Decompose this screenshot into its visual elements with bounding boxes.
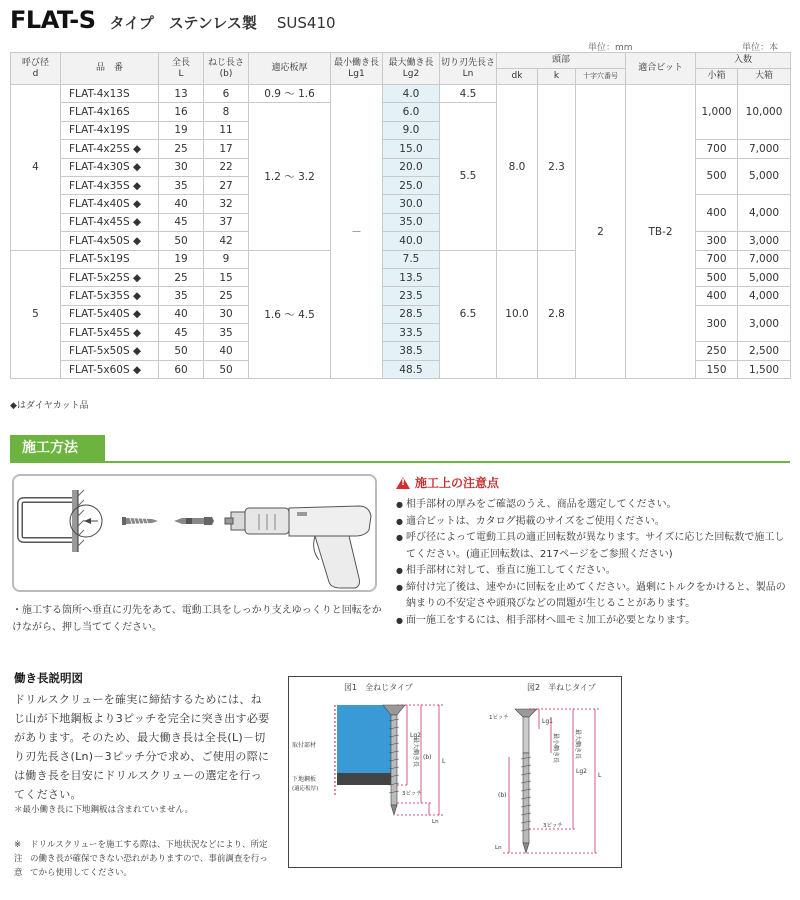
cell-part: FLAT-5x40S ◆: [61, 305, 159, 323]
cell-qty-l: 4,000: [738, 195, 791, 232]
fig2-title: 図2 半ねじタイプ: [527, 683, 596, 692]
cell-part: FLAT-4x30S ◆: [61, 158, 159, 176]
cell-ln: 5.5: [440, 103, 497, 250]
cell-part: FLAT-5x50S ◆: [61, 342, 159, 360]
cell-lg2: 7.5: [383, 250, 440, 268]
ln2-label: Ln: [495, 845, 502, 851]
installation-caption: ・施工する箇所へ垂直に刃先をあて、電動工具をしっかり支えゆっくりと回転をかけながら、押し当ててください。: [12, 605, 382, 633]
cell-qty-s: 700: [696, 140, 738, 158]
lg1-label: Lg1: [542, 718, 553, 725]
cell-L: 50: [159, 342, 204, 360]
cell-b: 22: [204, 158, 249, 176]
cell-dk5: 10.0: [497, 250, 538, 379]
cell-lg2: 38.5: [383, 342, 440, 360]
cell-L: 35: [159, 287, 204, 305]
unit-mm: 単位：mm: [588, 43, 633, 53]
cell-part: FLAT-4x35S ◆: [61, 176, 159, 194]
cell-cross: 2: [576, 85, 626, 379]
cell-lg2: 13.5: [383, 268, 440, 286]
cell-lg2: 30.0: [383, 195, 440, 213]
th-bit: 適合ビット: [626, 53, 696, 85]
drill-illustration-graphic: [14, 476, 375, 590]
cell-dk4: 8.0: [497, 85, 538, 251]
cell-plate: 0.9 ～ 1.6: [249, 85, 331, 103]
installation-illustration: [12, 474, 377, 592]
cell-qty-l: 3,000: [738, 305, 791, 342]
cell-qty-s: 1,000: [696, 85, 738, 140]
caution-title: 施工上の注意点: [415, 476, 500, 490]
L-label: L: [442, 758, 446, 765]
cell-L: 35: [159, 176, 204, 194]
cell-plate: 1.6 ～ 4.5: [249, 250, 331, 379]
th-nominal: 呼び径 d: [11, 53, 61, 85]
cell-lg1: －: [331, 85, 383, 379]
cell-L: 50: [159, 232, 204, 250]
cell-L: 60: [159, 360, 204, 378]
unit-pcs: 単位：本: [742, 43, 779, 53]
cell-part: FLAT-5x19S: [61, 250, 159, 268]
note-label: ※注意: [14, 840, 23, 878]
th-plate: 適応板厚: [249, 53, 331, 85]
cell-b: 6: [204, 85, 249, 103]
th-dk: dk: [497, 69, 538, 85]
cell-L: 13: [159, 85, 204, 103]
table-row: [11, 85, 791, 103]
th-lg2: 最大働き長 Lg2: [383, 53, 440, 85]
cell-lg2: 40.0: [383, 232, 440, 250]
L2-label: L: [598, 772, 602, 779]
section-header: [10, 435, 790, 463]
min-label: 最小働き長: [552, 733, 559, 764]
cell-ln: 4.5: [440, 85, 497, 103]
cell-qty-l: 2,500: [738, 342, 791, 360]
cell-qty-s: 500: [696, 158, 738, 195]
max2-label: 最大働き長: [574, 729, 581, 760]
cell-b: 15: [204, 268, 249, 286]
cell-part: FLAT-4x50S ◆: [61, 232, 159, 250]
cell-qty-s: 400: [696, 287, 738, 305]
cell-b: 17: [204, 140, 249, 158]
cell-lg2: 35.0: [383, 213, 440, 231]
list-item: ● 相手部材に対して、垂直に施工してください。: [396, 563, 791, 580]
diamond-cut-note: ◆はダイヤカット品: [10, 401, 89, 411]
cell-b: 8: [204, 103, 249, 121]
attach-member: [337, 705, 391, 773]
base-plate: [337, 773, 391, 785]
cell-lg2: 20.0: [383, 158, 440, 176]
spec-table: [10, 52, 791, 379]
cell-qty-l: 7,000: [738, 140, 791, 158]
th-small-box: 小箱: [696, 69, 738, 85]
cell-part: FLAT-4x40S ◆: [61, 195, 159, 213]
cell-part: FLAT-5x45S ◆: [61, 324, 159, 342]
cell-lg2: 25.0: [383, 176, 440, 194]
cell-L: 16: [159, 103, 204, 121]
th-k: k: [538, 69, 576, 85]
cell-d5: 5: [11, 250, 61, 379]
list-item: ● 相手部材の厚みをご確認のうえ、商品を選定してください。: [396, 497, 791, 514]
cell-part: FLAT-4x45S ◆: [61, 213, 159, 231]
cell-L: 25: [159, 140, 204, 158]
fig1-title: 図1 全ねじタイプ: [344, 683, 413, 692]
effective-length-footnote: ＊最小働き長に下地鋼板は含まれていません。: [14, 805, 194, 815]
ln-label: Ln: [432, 819, 439, 825]
lg2-label: Lg2: [410, 732, 421, 739]
cell-b: 27: [204, 176, 249, 194]
cell-d4: 4: [11, 85, 61, 251]
cell-b: 37: [204, 213, 249, 231]
cell-b: 25: [204, 287, 249, 305]
diagram-graphic: [289, 677, 621, 867]
effective-length-title: 働き長説明図: [14, 671, 83, 685]
cell-L: 19: [159, 250, 204, 268]
product-title: FLAT-S: [10, 6, 96, 34]
warning-icon: [396, 477, 410, 489]
b2-label: (b): [498, 792, 507, 799]
cell-L: 19: [159, 121, 204, 139]
cell-qty-s: 250: [696, 342, 738, 360]
cell-qty-l: 5,000: [738, 268, 791, 286]
cell-lg2: 23.5: [383, 287, 440, 305]
cell-L: 30: [159, 158, 204, 176]
th-head: 頭部: [497, 53, 626, 69]
effective-length-body: ドリルスクリューを確実に締結するためには、ねじ山が下地鋼板より3ピッチを完全に突き出す必要があります。そのため、最大働き長は全長(L)－切り刃先長さ(Ln)－3ピッチ分で求め、ご使用の際には働き長を目安にドリルスクリューの選定を行ってください。: [14, 693, 270, 801]
cell-ln: 6.5: [440, 250, 497, 379]
cell-qty-l: 5,000: [738, 158, 791, 195]
cell-lg2: 15.0: [383, 140, 440, 158]
cell-qty-l: 7,000: [738, 250, 791, 268]
pitch2-label: 3ピッチ: [543, 823, 563, 829]
cell-k4: 2.3: [538, 85, 576, 251]
cell-qty-s: 400: [696, 195, 738, 232]
base-label: 下地鋼板: [292, 776, 317, 783]
section-title: 施工方法: [10, 435, 105, 461]
cell-L: 25: [159, 268, 204, 286]
cell-b: 11: [204, 121, 249, 139]
cell-qty-s: 150: [696, 360, 738, 378]
cell-k5: 2.8: [538, 250, 576, 379]
caution-note: [14, 838, 270, 880]
th-lg1: 最小働き長 Lg1: [331, 53, 383, 85]
cell-lg2: 4.0: [383, 85, 440, 103]
product-subtitle: タイプ ステンレス製: [109, 14, 257, 32]
cell-L: 40: [159, 195, 204, 213]
cell-qty-s: 500: [696, 268, 738, 286]
th-ln: 切り刃先長さ Ln: [440, 53, 497, 85]
caution-list: [396, 497, 791, 629]
cell-L: 45: [159, 213, 204, 231]
list-item: ● 適合ビットは、カタログ掲載のサイズをご使用ください。: [396, 514, 791, 531]
cell-b: 50: [204, 360, 249, 378]
list-item: ● 呼び径によって電動工具の適正回転数が異なります。サイズに応じた回転数で施工してください。(適正回転数は、217ページをご参照ください): [396, 530, 791, 563]
list-item: ● 締付け完了後は、速やかに回転を止めてください。過剰にトルクをかけると、製品の納まりの不安定さや頭飛びなどの問題が生じることがあります。: [396, 580, 791, 613]
cell-lg2: 48.5: [383, 360, 440, 378]
cell-b: 32: [204, 195, 249, 213]
cell-lg2: 28.5: [383, 305, 440, 323]
cell-L: 45: [159, 324, 204, 342]
th-length: 全長 L: [159, 53, 204, 85]
cell-part: FLAT-5x60S ◆: [61, 360, 159, 378]
cell-b: 40: [204, 342, 249, 360]
th-cross: 十字穴番号: [576, 69, 626, 85]
th-large-box: 大箱: [738, 69, 791, 85]
cell-part: FLAT-5x25S ◆: [61, 268, 159, 286]
base-sublabel: (適応板厚): [292, 786, 319, 792]
attach-label: 取付部材: [292, 742, 317, 749]
cell-bit: TB-2: [626, 85, 696, 379]
cell-qty-l: 10,000: [738, 85, 791, 140]
cell-b: 9: [204, 250, 249, 268]
th-thread: ねじ長さ (b): [204, 53, 249, 85]
cell-qty-s: 300: [696, 232, 738, 250]
max-label: 最大働き長: [412, 737, 419, 768]
pitch-label: 3ピッチ: [402, 791, 422, 797]
page-header: [10, 6, 336, 34]
material-grade: SUS410: [276, 14, 336, 32]
list-item: ● 面一施工をするには、相手部材へ皿モミ加工が必要となります。: [396, 613, 791, 630]
cell-plate: 1.2 ～ 3.2: [249, 103, 331, 250]
note-text: ドリルスクリューを施工する際は、下地状況などにより、所定の働き長が確保できない恐れがありますので、事前調査を行ってから使用してください。: [30, 840, 268, 878]
b-label: (b): [423, 754, 432, 761]
th-qty: 入数: [696, 53, 791, 69]
cell-b: 35: [204, 324, 249, 342]
cell-qty-s: 300: [696, 305, 738, 342]
th-part-no: 品 番: [61, 53, 159, 85]
cell-part: FLAT-4x25S ◆: [61, 140, 159, 158]
pitch1-label: 1ピッチ: [489, 715, 509, 721]
caution-header: [396, 474, 499, 491]
cell-part: FLAT-4x19S: [61, 121, 159, 139]
cell-lg2: 33.5: [383, 324, 440, 342]
cell-qty-s: 700: [696, 250, 738, 268]
cell-part: FLAT-4x16S: [61, 103, 159, 121]
cell-part: FLAT-5x35S ◆: [61, 287, 159, 305]
cell-lg2: 6.0: [383, 103, 440, 121]
cell-L: 40: [159, 305, 204, 323]
cell-part: FLAT-4x13S: [61, 85, 159, 103]
lg2b-label: Lg2: [576, 768, 587, 775]
cell-b: 42: [204, 232, 249, 250]
effective-length-diagram: [288, 676, 622, 868]
cell-qty-l: 1,500: [738, 360, 791, 378]
cell-lg2: 9.0: [383, 121, 440, 139]
cell-qty-l: 3,000: [738, 232, 791, 250]
cell-qty-l: 4,000: [738, 287, 791, 305]
cell-b: 30: [204, 305, 249, 323]
